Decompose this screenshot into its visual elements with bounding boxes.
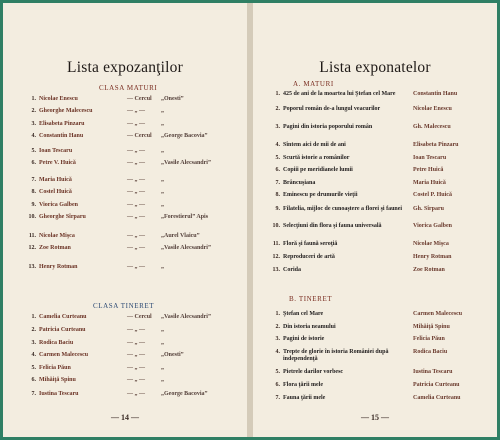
circle-name: „Vasile Alecsandri”: [161, 245, 211, 251]
item-number: 4.: [31, 352, 36, 358]
exhibit-author: Iustina Tescaru: [413, 369, 453, 375]
exhibit-author: Ioan Tescaru: [413, 155, 447, 161]
item-number: 2.: [275, 324, 280, 330]
exhibitor-name: Camelia Curteanu: [39, 314, 87, 320]
circle-label: — „ —: [127, 189, 145, 195]
circle-label: — „ —: [127, 202, 145, 208]
exhibit-title: Trepte de glorie în istoria României după independenţă: [283, 349, 389, 362]
circle-name: „: [161, 148, 164, 154]
exhibitor-name: Maria Huică: [39, 177, 72, 183]
exhibit-author: Gh. Sîrparu: [413, 206, 445, 212]
exhibit-author: Patricia Curteanu: [413, 382, 460, 388]
item-number: 3.: [275, 336, 280, 342]
item-number: 10.: [272, 223, 280, 229]
exhibitor-name: Gheorghe Sîrparu: [39, 214, 86, 220]
item-number: 3.: [31, 121, 36, 127]
circle-name: „: [161, 108, 164, 114]
circle-label: — „ —: [127, 391, 145, 397]
exhibitor-name: Nicolae Enescu: [39, 96, 78, 102]
exhibit-title: Fauna ţării mele: [283, 395, 326, 401]
exhibit-author: Carmen Malecescu: [413, 311, 463, 317]
circle-name: „: [161, 377, 164, 383]
exhibit-author: Constantin Hanu: [413, 91, 458, 97]
item-number: 5.: [275, 369, 280, 375]
item-number: 11.: [272, 241, 280, 247]
item-number: 3.: [275, 124, 280, 130]
item-number: 12.: [28, 245, 36, 251]
item-number: 6.: [275, 167, 280, 173]
exhibit-author: Costel P. Huică: [413, 192, 452, 198]
exhibitor-name: Felicia Păun: [39, 365, 71, 371]
exhibitor-name: Iustina Tescaru: [39, 391, 79, 397]
exhibit-author: Felicia Păun: [413, 336, 445, 342]
circle-label: — Cercul: [127, 314, 152, 320]
circle-name: „: [161, 327, 164, 333]
exhibitor-name: Rodica Baciu: [39, 340, 74, 346]
item-number: 1.: [275, 91, 280, 97]
circle-name: „Aurel Vlaicu”: [161, 233, 200, 239]
exhibitor-name: Ioan Tescaru: [39, 148, 73, 154]
item-number: 5.: [275, 155, 280, 161]
item-number: 12.: [272, 254, 280, 260]
circle-label: — „ —: [127, 327, 145, 333]
page-number-left: — 14 —: [111, 413, 139, 422]
exhibitor-name: Petre V. Huică: [39, 160, 76, 166]
section-heading-a-matures: A. MATURI: [293, 80, 334, 88]
page-title-left: Lista expozanţilor: [67, 59, 183, 76]
section-heading-matures: CLASA MATURI: [99, 84, 158, 92]
exhibit-author: Nicolae Mişca: [413, 241, 449, 247]
item-number: 13.: [28, 264, 36, 270]
exhibit-title: Floră şi faună seroţiă: [283, 241, 338, 247]
circle-name: „Vasile Alecsandri”: [161, 314, 211, 320]
exhibit-title: 425 de ani de la moartea lui Ştefan cel Mare: [283, 91, 396, 97]
item-number: 1.: [275, 311, 280, 317]
circle-label: — „ —: [127, 340, 145, 346]
exhibitor-name: Zoe Rotman: [39, 245, 71, 251]
exhibit-title: Poporul român de-a lungul veacurilor: [283, 106, 381, 112]
circle-name: „: [161, 340, 164, 346]
exhibit-author: Maria Huică: [413, 180, 446, 186]
exhibit-title: Pagini de istorie: [283, 336, 325, 342]
circle-label: — „ —: [127, 264, 145, 270]
circle-name: „: [161, 189, 164, 195]
item-number: 8.: [275, 192, 280, 198]
exhibit-title: Copiii pe meridianele lumii: [283, 167, 353, 173]
exhibit-title: Pietrele darilor vorbesc: [283, 369, 344, 375]
circle-name: „George Bacovia”: [161, 391, 208, 397]
item-number: 9.: [31, 202, 36, 208]
exhibitor-name: Patricia Curteanu: [39, 327, 86, 333]
exhibit-title: Brâncuşiana: [283, 180, 316, 186]
exhibit-author: Zoe Rotman: [413, 267, 445, 273]
item-number: 2.: [31, 108, 36, 114]
item-number: 4.: [275, 349, 280, 355]
item-number: 2.: [31, 327, 36, 333]
exhibit-title: Filatelia, mijloc de cunoaştere a florei şi faunei: [283, 206, 403, 212]
exhibit-title: Reproduceri de artă: [283, 254, 335, 260]
exhibit-author: Camelia Curteanu: [413, 395, 461, 401]
exhibit-title: Scurtă istorie a românilor: [283, 155, 350, 161]
item-number: 4.: [275, 142, 280, 148]
exhibitor-name: Constantin Hanu: [39, 133, 84, 139]
circle-label: — „ —: [127, 365, 145, 371]
exhibit-author: Viorica Galben: [413, 223, 452, 229]
exhibitor-name: Gheorghe Malecescu: [39, 108, 93, 114]
exhibitor-name: Mihăiţă Spinu: [39, 377, 76, 383]
exhibit-title: Sîntem aici de mii de ani: [283, 142, 346, 148]
exhibit-author: Petre Huică: [413, 167, 444, 173]
circle-name: „Onesti”: [161, 352, 184, 358]
item-number: 1.: [31, 314, 36, 320]
exhibit-title: Eminescu pe drumurile vieţii: [283, 192, 358, 198]
item-number: 6.: [31, 377, 36, 383]
circle-name: „: [161, 365, 164, 371]
circle-label: — „ —: [127, 377, 145, 383]
circle-name: „: [161, 177, 164, 183]
exhibit-author: Rodica Baciu: [413, 349, 448, 355]
exhibit-title: Din istoria neamului: [283, 324, 336, 330]
circle-label: — „ —: [127, 245, 145, 251]
item-number: 1.: [31, 96, 36, 102]
item-number: 5.: [31, 365, 36, 371]
item-number: 7.: [275, 180, 280, 186]
exhibit-title: Selecţiuni din flora şi fauna universală: [283, 223, 382, 229]
item-number: 10.: [28, 214, 36, 220]
item-number: 13.: [272, 267, 280, 273]
exhibit-title: Ştefan cel Mare: [283, 311, 324, 317]
item-number: 9.: [275, 206, 280, 212]
circle-name: „: [161, 202, 164, 208]
circle-label: — „ —: [127, 177, 145, 183]
right-page: [253, 3, 497, 437]
exhibitor-name: Costel Huică: [39, 189, 72, 195]
circle-name: „George Bacovia”: [161, 133, 208, 139]
circle-label: — „ —: [127, 121, 145, 127]
exhibitor-name: Viorica Galben: [39, 202, 78, 208]
circle-name: „Vasile Alecsandri”: [161, 160, 211, 166]
exhibit-author: Nicolae Enescu: [413, 106, 452, 112]
exhibitor-name: Carmen Malecescu: [39, 352, 89, 358]
exhibit-title: Pagini din istoria poporului român: [283, 124, 373, 130]
item-number: 8.: [31, 189, 36, 195]
circle-label: — „ —: [127, 233, 145, 239]
exhibit-author: Elisabeta Pinzaru: [413, 142, 459, 148]
item-number: 6.: [275, 382, 280, 388]
item-number: 7.: [275, 395, 280, 401]
item-number: 11.: [28, 233, 36, 239]
section-heading-b-youth: B. TINERET: [289, 295, 333, 303]
circle-name: „: [161, 264, 164, 270]
exhibit-author: Gh. Malecescu: [413, 124, 451, 130]
exhibit-title: Flora ţării mele: [283, 382, 323, 388]
circle-label: — „ —: [127, 108, 145, 114]
exhibit-author: Mihăiţă Spinu: [413, 324, 450, 330]
item-number: 3.: [31, 340, 36, 346]
exhibitor-name: Elisabeta Pinzaru: [39, 121, 85, 127]
exhibit-author: Henry Rotman: [413, 254, 452, 260]
circle-label: — Cercul: [127, 96, 152, 102]
circle-label: — „ —: [127, 160, 145, 166]
item-number: 7.: [31, 391, 36, 397]
item-number: 4.: [31, 133, 36, 139]
circle-label: — „ —: [127, 148, 145, 154]
exhibit-title: Corida: [283, 267, 301, 273]
section-heading-youth: CLASA TINERET: [93, 302, 155, 310]
circle-label: — „ —: [127, 214, 145, 220]
circle-label: — Cercul: [127, 133, 152, 139]
item-number: 2.: [275, 106, 280, 112]
left-page: [3, 3, 247, 437]
item-number: 7.: [31, 177, 36, 183]
item-number: 6.: [31, 160, 36, 166]
circle-name: „: [161, 121, 164, 127]
exhibitor-name: Nicolae Mişca: [39, 233, 75, 239]
circle-name: „Onesti”: [161, 96, 184, 102]
item-number: 5.: [31, 148, 36, 154]
page-title-right: Lista exponatelor: [319, 59, 431, 76]
page-number-right: — 15 —: [361, 413, 389, 422]
circle-name: „Forestierul” Apis: [161, 214, 209, 220]
circle-label: — „ —: [127, 352, 145, 358]
exhibitor-name: Henry Rotman: [39, 264, 78, 270]
